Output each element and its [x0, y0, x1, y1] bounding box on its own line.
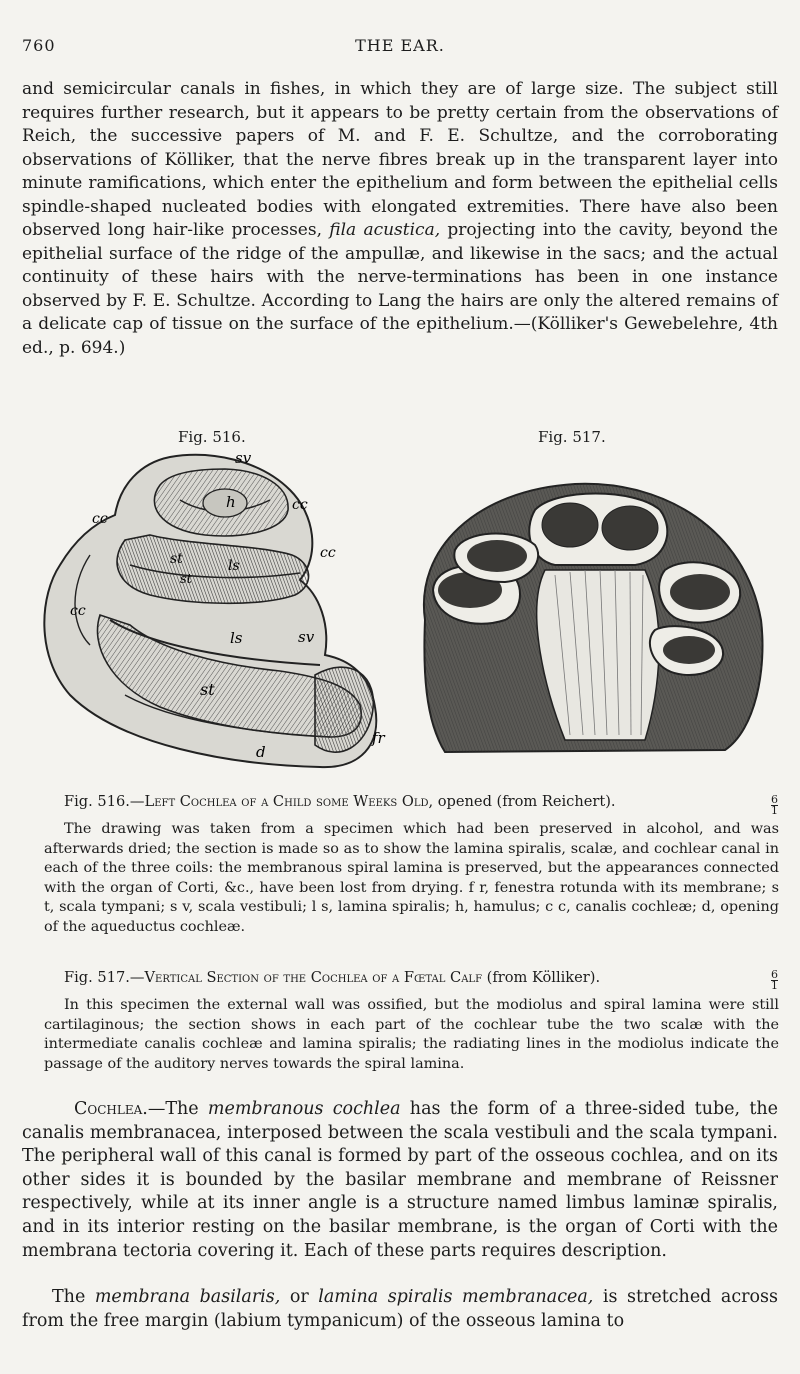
fig-517-calf-cochlea-drawing: [405, 470, 773, 770]
label-cc-left: cc: [92, 511, 108, 527]
running-title: THE EAR.: [355, 36, 445, 55]
label-st-big: st: [200, 680, 215, 699]
cochlea-paragraph: Cochlea.—The membranous cochlea has the form of a three-sided tube, the canalis membranacea, interposed between the scala vestibuli and the scala tympani. The peripheral wall of this canal is formed by part of the osseous cochlea, and on its other sides it is bounded by the basilar membrane and membrane of Reissner respectively, while at its inner angle is a structure named limbus laminæ spiralis, and in its interior resting on the basilar membrane, is the organ of Corti with the membrana tectoria covering it. Each of these parts requires description.: [22, 1099, 778, 1261]
label-cc-right-top: cc: [292, 497, 308, 513]
label-fr: fr: [372, 729, 385, 747]
label-cc-far-left: cc: [70, 603, 86, 619]
fig-517-magnification: $\frac{6}{1}$: [771, 968, 778, 992]
page-number: 760: [22, 36, 56, 55]
label-sv-top: sv: [235, 449, 252, 467]
fig-517-caption-body: In this specimen the external wall was ossified, but the modiolus and spiral lamina were still cartilaginous; the section shows in each part of the cochlear tube the two scalæ with the intermediate canalis cochleæ and lamina spiralis; the radiating lines in the modiolus indicate the passage of the auditory nerves towards the spiral lamina.: [44, 997, 779, 1072]
fig-516-caption-title: Fig. 516.—Left Cochlea of a Child some Weeks Old, opened (from Reichert).: [64, 793, 616, 810]
intro-paragraph: and semicircular canals in fishes, in which they are of large size. The subject still requires further research, but it appears to be pretty certain from the observations of Reich, the successive papers of M. and F. E. Schultze, and the corroborating observations of Kölliker, that the nerve fibres break up in the transparent layer into minute ramifications, which enter the epithelium and form between the epithelial cells spindle-shaped nucleated bodies with elongated extremities. There have also been observed long hair-like processes, fila acustica, projecting into the cavity, beyond the epithelial surface of the ridge of the ampullæ, and likewise in the sacs; and the actual continuity of these hairs with the nerve-terminations has been in one instance observed by F. E. Schultze. According to Lang the hairs are only the altered remains of a delicate cap of tissue on the surface of the epithelium.—(Kölliker's Gewebelehre, 4th ed., p. 694.): [22, 79, 778, 358]
fig-516-cochlea-drawing: [30, 445, 408, 790]
label-st-mid: st: [170, 551, 183, 567]
label-h: h: [226, 493, 236, 511]
label-sv-mid: sv: [298, 628, 315, 646]
fig-517-caption-title: Fig. 517.—Vertical Section of the Cochlea of a Fœtal Calf (from Kölliker).: [64, 969, 601, 986]
label-cc-right-mid: cc: [320, 545, 336, 561]
fig-516-label: Fig. 516.: [178, 428, 246, 446]
fig-516-caption-body: The drawing was taken from a specimen which had been preserved in alcohol, and was afterwards dried; the section is made so as to show the lamina spiralis, scalæ, and cochlear canal in each of the three coils: the membranous spiral lamina is preserved, but the appearances connected with the organ of Corti, &c., have been lost from drying. f r, fenestra rotunda with its membrane; s t, scala tympani; s v, scala vestibuli; l s, lamina spiralis; h, hamulus; c c, canalis cochleæ; d, opening of the aqueductus cochleæ.: [44, 821, 779, 935]
label-ls-big: ls: [230, 629, 243, 647]
membrana-basilaris-paragraph: The membrana basilaris, or lamina spiralis membranacea, is stretched across from the free margin (labium tympanicum) of the osseous lamina to: [22, 1287, 778, 1331]
fig-517-label: Fig. 517.: [538, 428, 606, 446]
cochlea-heading: Cochlea.: [74, 1099, 148, 1119]
fig-516-magnification: $\frac{6}{1}$: [771, 793, 778, 817]
running-header: [22, 36, 778, 60]
label-d: d: [256, 743, 266, 761]
label-ls-mid: ls: [228, 558, 240, 574]
label-st-low: st: [180, 572, 192, 587]
